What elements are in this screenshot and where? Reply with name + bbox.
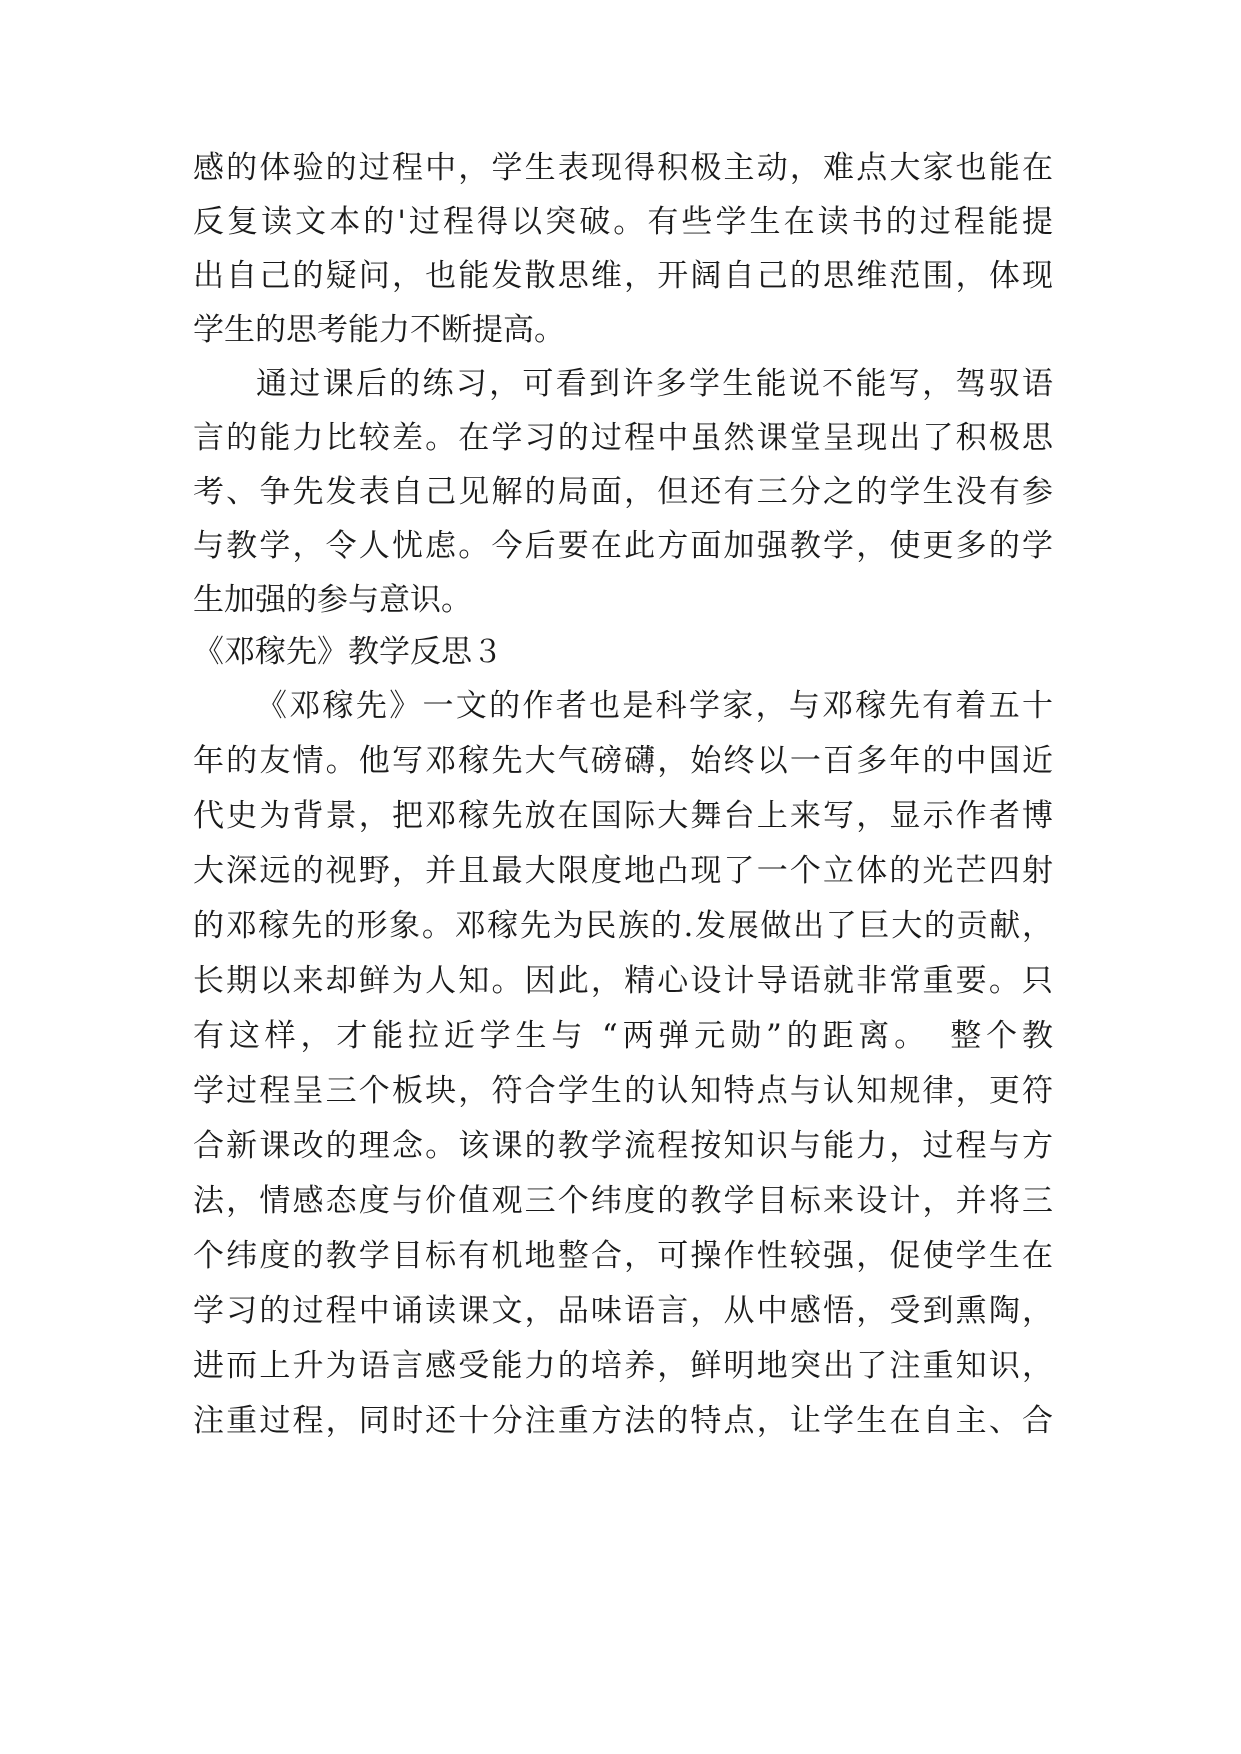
paragraph-2-line-2: 言的能力比较差。在学习的过程中虽然课堂呈现出了积极思	[193, 420, 1053, 456]
paragraph-3-line-10: 法，情感态度与价值观三个纬度的教学目标来设计，并将三	[193, 1183, 1053, 1219]
section-heading: 《邓稼先》教学反思３	[193, 634, 503, 670]
paragraph-3-line-7: 有这样，才能拉近学生与 “两弹元勋”的距离。 整个教	[193, 1018, 1053, 1054]
paragraph-3-line-14: 注重过程，同时还十分注重方法的特点，让学生在自主、合	[193, 1403, 1053, 1439]
paragraph-1-line-3: 出自己的疑问，也能发散思维，开阔自己的思维范围，体现	[193, 258, 1053, 294]
paragraph-3-line-8: 学过程呈三个板块，符合学生的认知特点与认知规律，更符	[193, 1073, 1053, 1109]
paragraph-3-line-1: 《邓稼先》一文的作者也是科学家，与邓稼先有着五十	[256, 688, 1053, 724]
paragraph-3-line-2: 年的友情。他写邓稼先大气磅礴，始终以一百多年的中国近	[193, 743, 1053, 779]
paragraph-3-line-11: 个纬度的教学目标有机地整合，可操作性较强，促使学生在	[193, 1238, 1053, 1274]
paragraph-1-line-2: 反复读文本的'过程得以突破。有些学生在读书的过程能提	[193, 204, 1053, 240]
paragraph-2-line-4: 与教学，令人忧虑。今后要在此方面加强教学，使更多的学	[193, 528, 1053, 564]
paragraph-3-line-9: 合新课改的理念。该课的教学流程按知识与能力，过程与方	[193, 1128, 1053, 1164]
paragraph-3-line-3: 代史为背景，把邓稼先放在国际大舞台上来写，显示作者博	[193, 798, 1053, 834]
paragraph-3-line-13: 进而上升为语言感受能力的培养，鲜明地突出了注重知识，	[193, 1348, 1053, 1384]
paragraph-3-line-12: 学习的过程中诵读课文，品味语言，从中感悟，受到熏陶，	[193, 1293, 1053, 1329]
paragraph-1-line-1: 感的体验的过程中，学生表现得积极主动，难点大家也能在	[193, 150, 1053, 186]
paragraph-3-line-6: 长期以来却鲜为人知。因此，精心设计导语就非常重要。只	[193, 963, 1053, 999]
paragraph-2-line-3: 考、争先发表自己见解的局面，但还有三分之的学生没有参	[193, 474, 1053, 510]
paragraph-3-line-5: 的邓稼先的形象。邓稼先为民族的.发展做出了巨大的贡献，	[193, 908, 1053, 944]
paragraph-2-line-1: 通过课后的练习，可看到许多学生能说不能写，驾驭语	[256, 366, 1053, 402]
paragraph-3-line-4: 大深远的视野，并且最大限度地凸现了一个立体的光芒四射	[193, 853, 1053, 889]
paragraph-1-line-4: 学生的思考能力不断提高。	[193, 312, 565, 348]
paragraph-2-line-5: 生加强的参与意识。	[193, 582, 472, 618]
